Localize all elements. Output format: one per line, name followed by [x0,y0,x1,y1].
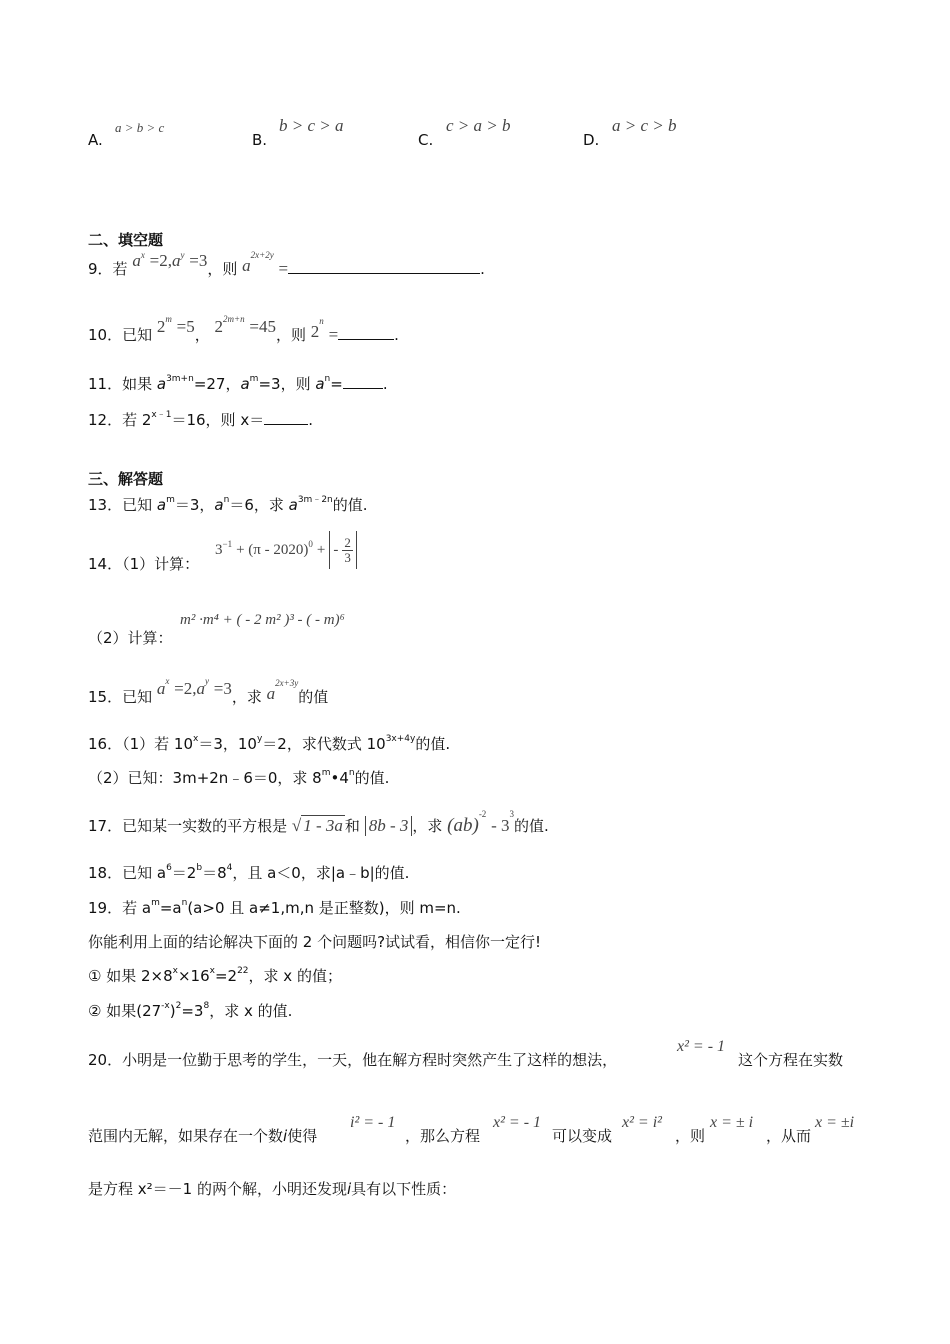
q20-line2 [88,1125,317,1146]
q20-i: i [283,1127,288,1145]
q12-exp: x﹣1 [151,410,172,420]
q18-e2: b [196,863,203,873]
option-d-label: D. [583,131,600,149]
q10-base2: 2 [214,317,224,336]
question-14-part2 [88,627,173,648]
q17-radicand: 1 - 3a [303,816,343,835]
q15-a3: a [266,684,276,703]
q19-e2: n [181,898,188,908]
q10-base1: 2 [156,317,166,336]
q20-line1a: 20．小明是一位勤于思考的学生，一天，他在解方程时突然产生了这样的想法， [88,1051,618,1069]
q11-e3: n [324,374,331,384]
option-b-label: B. [252,131,268,149]
q14-expr2: + (π - 2020) [236,541,309,558]
q16b-e2: n [348,768,355,778]
q20-line1-expr: x² = - 1 [677,1038,726,1055]
q15-v1: =2, [174,679,197,698]
q19-item1-e1: x [172,966,178,976]
q13-a2: a [214,496,224,514]
q17-exp2: 3 [509,809,515,819]
option-d [583,131,599,149]
q16-t1: 16．（1）若 10 [88,735,193,753]
q10-base3: 2 [310,322,320,341]
q9-end: . [480,260,485,278]
q19-item1 [88,965,342,986]
q16-e3: 3x+4y [385,734,416,744]
q19-item1-t4: ，求 x 的值； [248,967,342,985]
q20-line2e: ，则 [675,1127,706,1145]
q9-exp: 2x+2y [250,250,274,260]
q13-e2: n [223,495,230,505]
q9-a3: a [242,256,251,275]
q9-mid: ，则 [207,260,238,278]
q19-item2-e1: -x [161,1001,170,1011]
question-16-part2 [88,767,389,788]
q15-a2: a [196,679,205,698]
q20-line2b: 使得 [287,1127,318,1145]
q13-e1: m [166,495,175,505]
q11-a2: a [240,375,250,393]
q11-blank [343,376,383,389]
q13-t3: ＝6，求 [229,496,289,514]
q13-t4: 的值. [332,496,368,514]
q14b-expr: m² ·m⁴ + ( - 2 m² )³ - ( - m)⁶ [180,612,345,628]
q20-line3b: 具有以下性质： [351,1180,457,1198]
q19-item2-t3: =3 [181,1002,204,1020]
q13-a3: a [288,496,298,514]
q11-a3: a [315,375,325,393]
q9-number: 9．若 [88,260,128,278]
q16-e2: y [256,734,263,744]
q17-t1: 17．已知某一实数的平方根是 [88,817,288,835]
option-c-expr: c > a > b [446,116,511,135]
q16b-e1: m [321,768,331,778]
q14-expr1: 3 [215,541,223,558]
q12-t1: 12．若 2 [88,411,152,429]
q9-a2: a [171,251,181,270]
q20-expr5: x = ±i [815,1114,855,1131]
q20-line2c: ，那么方程 [405,1127,481,1145]
q19-item2-t4: ，求 x 的值. [209,1002,293,1020]
q20-line1b: 这个方程在实数 [738,1051,844,1069]
q14-den: 3 [344,549,351,565]
q11-t2: =27， [193,375,241,393]
q14-minus: - [333,541,339,558]
q19-line2: 你能利用上面的结论解决下面的 2 个问题吗?试试看，相信你一定行! [88,933,542,951]
q12-blank [264,412,308,425]
q11-t4: = [330,375,343,393]
q9-exp-x: x [140,250,145,260]
q16b-t2: •4 [330,769,349,787]
q20-line2d: 可以变成 [552,1127,613,1145]
q19-item1-e3: 22 [237,966,249,976]
q15-mid: ，求 [231,688,262,706]
q14-expr [215,531,357,569]
q17-expr: (ab) [447,815,479,836]
q17-abs: 8b - 3 [365,816,413,836]
q14b-t1: （2）计算： [88,629,173,647]
q19-e1: m [151,898,160,908]
q15-e1: x [165,676,170,686]
q20-line3a: 是方程 x²＝－1 的两个解，小明还发现 [88,1180,347,1198]
q15-v2: =3 [213,679,232,698]
q18-t4: ，且 a＜0，求|a﹣b|的值. [232,864,410,882]
question-13 [88,494,368,515]
q10-sep: ， [194,326,210,344]
q17-and: 和 [344,817,360,835]
q10-end: . [394,326,399,344]
q20-line2a: 范围内无解，如果存在一个数 [88,1127,284,1145]
q16-t2: ＝3，10 [198,735,257,753]
option-a-expr: a > b > c [115,120,165,135]
q9-exp-y: y [180,250,185,260]
q11-e2: m [249,374,259,384]
q19-item1-e2: x [209,966,215,976]
q15-a1: a [156,679,166,698]
q16b-t3: 的值. [354,769,390,787]
q20-expr4: x = ± i [710,1114,754,1131]
q9-eq2: =3 [189,251,208,270]
option-c-label: C. [418,131,434,149]
q10-number: 10．已知 [88,326,153,344]
q10-mid: ，则 [276,326,307,344]
q11-t1: 11．如果 [88,375,157,393]
option-a [88,131,103,149]
q20-line3 [88,1178,456,1199]
q20-expr2: x² = - 1 [493,1114,542,1131]
q11-a1: a [156,375,167,393]
q10-exp3: n [319,316,324,326]
q19-t2: =a [159,899,182,917]
q10-eq: = [328,325,339,344]
q14-exp2: 0 [308,539,313,549]
q9-eq1: =2, [149,251,172,270]
q15-t1: 15．已知 [88,688,153,706]
q18-t3: ＝8 [202,864,227,882]
q9-a1: a [132,251,141,270]
q17-exp: -2 [478,809,487,819]
q19-item1-t1: ① 如果 2×8 [88,967,173,985]
q19-item1-t2: ×16 [177,967,210,985]
q20-line2f: ，从而 [766,1127,812,1145]
q18-e3: 4 [226,863,233,873]
question-9 [88,250,485,279]
question-11 [88,373,388,394]
q13-t1: 13．已知 [88,496,157,514]
q14-num: 2 [344,534,351,550]
q18-t2: ＝2 [171,864,197,882]
section-title-fill-in: 二、填空题 [88,231,164,249]
q16b-t1: （2）已知：3m+2n﹣6＝0，求 8 [88,769,322,787]
q19-t3: (a>0 且 a≠1,m,n 是正整数)，则 m=n. [187,899,461,917]
q20-expr3: x² = i² [622,1114,662,1131]
q16-t3: ＝2，求代数式 10 [262,735,386,753]
q17-tail: - 3 [491,816,510,835]
question-15 [88,676,329,707]
q10-blank [338,327,394,340]
q11-e1: 3m+n [166,374,194,384]
q16-e1: x [193,734,199,744]
option-d-expr: a > c > b [612,116,677,135]
q13-e3: 3m﹣2n [297,495,333,505]
q19-item2-e2: 2 [175,1001,182,1011]
option-b [252,131,267,149]
question-16-part1 [88,733,450,754]
q12-t2: ＝16，则 x＝ [171,411,265,429]
q9-eq3: = [278,259,289,278]
option-c [418,131,433,149]
q18-e1: 6 [166,863,172,873]
q19-item2-t2: ) [169,1002,176,1020]
q15-e3: 2x+3y [275,678,299,688]
q16-t4: 的值. [415,735,451,753]
question-12 [88,409,313,430]
question-18 [88,862,409,883]
q20-line1 [88,1049,617,1070]
section-title-answer: 三、解答题 [88,470,164,488]
question-19 [88,897,461,918]
q14-t1: 14．（1）计算： [88,555,200,573]
q15-e2: y [205,676,209,686]
q18-t1: 18．已知 a [88,864,167,882]
q14-abs [329,531,357,569]
q14-exp1: −1 [222,539,233,549]
q17-end: 的值. [514,817,549,835]
q10-val2: =45 [249,317,276,336]
option-b-expr: b > c > a [279,116,344,135]
q10-val1: =5 [176,317,195,336]
q13-a1: a [156,496,167,514]
q10-exp2: 2m+n [223,314,245,324]
q10-exp1: m [165,314,172,324]
q20-i2: i [346,1180,352,1198]
question-10 [88,314,399,345]
q19-t1: 19．若 a [88,899,152,917]
q17-sqrt: √ 1 - 3a [291,816,343,835]
question-14-part1 [88,553,199,574]
q17-mid: ，求 [412,817,443,835]
q14-expr3: + [316,541,326,558]
q12-end: . [308,411,313,429]
q15-end: 的值 [298,688,329,706]
q9-blank [288,261,480,274]
q19-item1-t3: =2 [214,967,238,985]
question-17 [88,809,549,837]
option-a-label: A. [88,131,103,149]
q11-t3: =3，则 [258,375,316,393]
q20-expr1: i² = - 1 [350,1114,396,1131]
q19-item2-t1: ② 如果(27 [88,1002,162,1020]
q19-item2 [88,1000,292,1021]
q19-item2-e3: 8 [203,1001,210,1011]
q11-end: . [382,375,388,393]
q14-fraction [342,536,353,565]
q13-t2: ＝3， [174,496,215,514]
